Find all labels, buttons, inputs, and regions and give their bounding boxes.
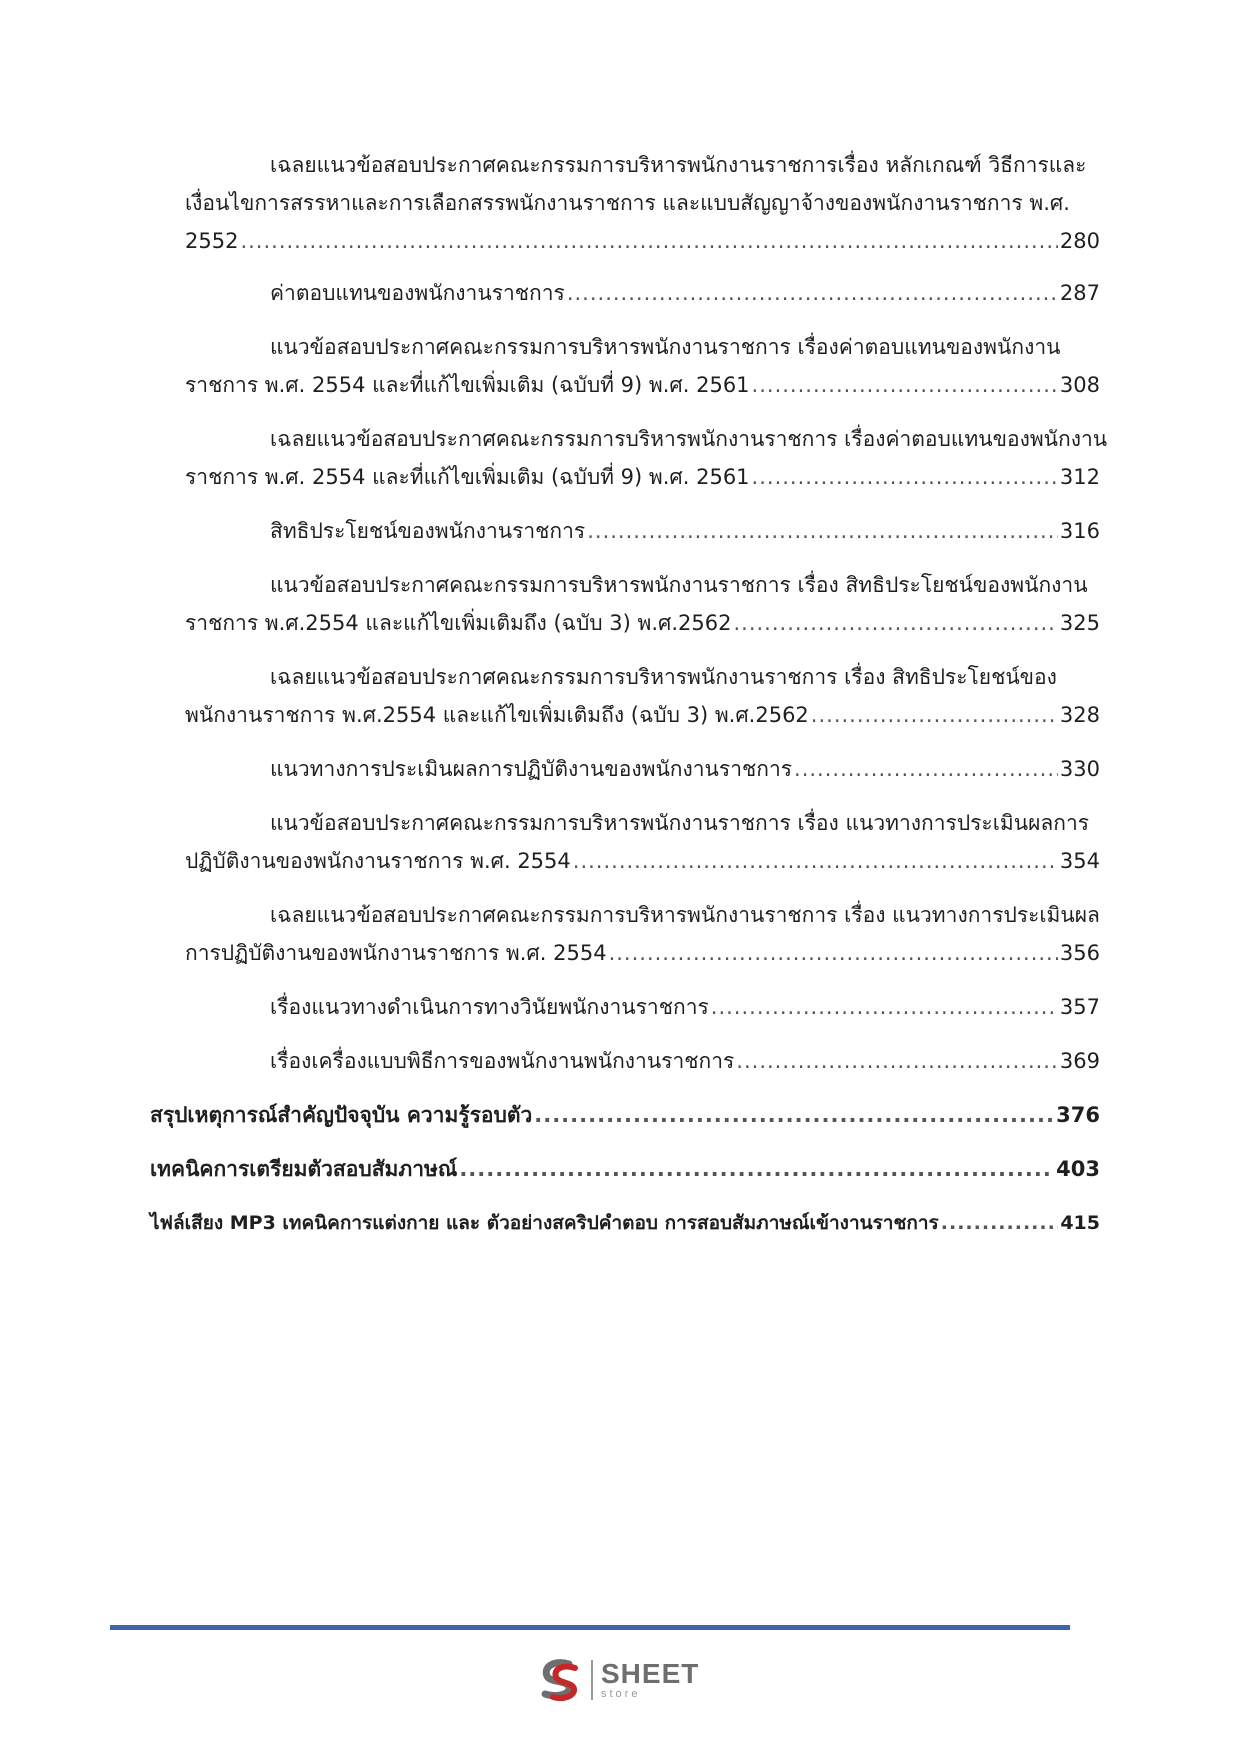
toc-entry[interactable] <box>150 516 1100 546</box>
toc-entry-line1: แนวข้อสอบประกาศคณะกรรมการบริหารพนักงานราชการ เรื่อง สิทธิประโยชน์ของพนักงาน <box>270 573 1088 597</box>
toc-entry[interactable] <box>150 150 1100 256</box>
toc-entry[interactable] <box>150 424 1108 492</box>
leader-dots <box>794 754 1058 784</box>
toc-entry-tail <box>150 1154 1100 1184</box>
toc-entry-tail <box>150 608 1100 638</box>
logo-word: SHEET <box>601 1658 700 1689</box>
toc-entry-line1: แนวข้อสอบประกาศคณะกรรมการบริหารพนักงานราชการ เรื่องค่าตอบแทนของพนักงาน <box>270 335 1061 359</box>
toc-entry[interactable] <box>150 992 1100 1022</box>
toc-entry[interactable] <box>150 1046 1100 1076</box>
toc-entry-text: เรื่องเครื่องแบบพิธีการของพนักงานพนักงานราชการ <box>270 1049 735 1073</box>
toc-entry-text: แนวทางการประเมินผลการปฏิบัติงานของพนักงานราชการ <box>270 757 793 781</box>
footer-rule <box>110 1625 1070 1630</box>
toc-entry-tail <box>150 226 1100 256</box>
toc-entry-tail <box>150 938 1100 968</box>
toc-entry[interactable] <box>150 278 1100 308</box>
toc-entry-tail <box>150 700 1100 730</box>
leader-dots <box>711 992 1058 1022</box>
toc-page-number: 376 <box>1056 1103 1100 1127</box>
leader-dots <box>573 846 1058 876</box>
toc-page-number: 325 <box>1059 611 1100 635</box>
sheetstore-logo-icon <box>535 1656 585 1704</box>
toc-entry-tail <box>150 754 1100 784</box>
leader-dots <box>459 1154 1054 1184</box>
toc-page-number: 316 <box>1059 519 1100 543</box>
toc-entry-text: ค่าตอบแทนของพนักงานราชการ <box>270 281 565 305</box>
toc-entry-tail <box>150 1208 1100 1238</box>
leader-dots <box>733 608 1057 638</box>
toc-entry-tail <box>150 370 1100 400</box>
toc-entry-line1: เฉลยแนวข้อสอบประกาศคณะกรรมการบริหารพนักงานราชการเรื่อง หลักเกณฑ์ วิธีการและ <box>270 153 1087 177</box>
logo-subword: store <box>601 1688 641 1700</box>
toc-entry-line1: แนวข้อสอบประกาศคณะกรรมการบริหารพนักงานราชการ เรื่อง แนวทางการประเมินผลการ <box>270 811 1090 835</box>
logo-wordmark <box>601 1660 699 1700</box>
toc-page-number: 403 <box>1056 1157 1100 1181</box>
toc-page-number: 312 <box>1059 465 1100 489</box>
toc-entry-text: สรุปเหตุการณ์สำคัญปัจจุบัน ความรู้รอบตัว <box>150 1103 533 1127</box>
toc-entry-tail <box>150 462 1100 492</box>
leader-dots <box>609 938 1058 968</box>
toc-page-number: 287 <box>1059 281 1100 305</box>
toc-page-number: 369 <box>1059 1049 1100 1073</box>
toc-entry-text: ราชการ พ.ศ. 2554 และที่แก้ไขเพิ่มเติม (ฉบับที่ 9) พ.ศ. 2561 <box>185 465 750 489</box>
toc-entry-text: พนักงานราชการ พ.ศ.2554 และแก้ไขเพิ่มเติมถึง (ฉบับ 3) พ.ศ.2562 <box>185 703 809 727</box>
toc-entry[interactable] <box>150 570 1100 638</box>
leader-dots <box>941 1208 1059 1238</box>
toc-page-number: 354 <box>1059 849 1100 873</box>
toc-entry-text: สิทธิประโยชน์ของพนักงานราชการ <box>270 519 586 543</box>
toc-entry-tail <box>150 846 1100 876</box>
logo-separator <box>591 1660 593 1700</box>
toc-page-number: 308 <box>1059 373 1100 397</box>
toc-entry[interactable] <box>150 808 1100 876</box>
toc-entry-text: ราชการ พ.ศ. 2554 และที่แก้ไขเพิ่มเติม (ฉบับที่ 9) พ.ศ. 2561 <box>185 373 750 397</box>
leader-dots <box>587 516 1058 546</box>
toc-entry-text: ปฏิบัติงานของพนักงานราชการ พ.ศ. 2554 <box>185 849 571 873</box>
leader-dots <box>240 226 1057 256</box>
sheetstore-logo <box>535 1655 699 1705</box>
toc-entry-text: การปฏิบัติงานของพนักงานราชการ พ.ศ. 2554 <box>185 941 607 965</box>
toc-main-entry[interactable] <box>150 1100 1100 1130</box>
toc-entry[interactable] <box>150 332 1100 400</box>
toc-entry-text: เทคนิคการเตรียมตัวสอบสัมภาษณ์ <box>150 1157 458 1181</box>
toc-entry-line1: เฉลยแนวข้อสอบประกาศคณะกรรมการบริหารพนักงานราชการ เรื่อง สิทธิประโยชน์ของ <box>270 665 1057 689</box>
toc-page-number: 415 <box>1060 1212 1100 1234</box>
leader-dots <box>752 462 1058 492</box>
toc-entry-line1: เฉลยแนวข้อสอบประกาศคณะกรรมการบริหารพนักงานราชการ เรื่อง แนวทางการประเมินผล <box>270 903 1100 927</box>
toc-entry[interactable] <box>150 662 1100 730</box>
toc-page-number: 328 <box>1059 703 1100 727</box>
toc-entry-tail <box>150 992 1100 1022</box>
toc-entry-text: 2552 <box>185 229 239 253</box>
toc-page-number: 330 <box>1059 757 1100 781</box>
toc-entry-text: เรื่องแนวทางดำเนินการทางวินัยพนักงานราชการ <box>270 995 709 1019</box>
toc-entry-tail <box>150 1046 1100 1076</box>
leader-dots <box>811 700 1058 730</box>
toc-entry-tail <box>150 1100 1100 1130</box>
toc-main-entry[interactable] <box>150 1208 1100 1238</box>
toc-page-number: 280 <box>1059 229 1100 253</box>
toc-main-entry[interactable] <box>150 1154 1100 1184</box>
toc-entry-text: ไฟล์เสียง MP3 เทคนิคการแต่งกาย และ ตัวอย่างสคริปคำตอบ การสอบสัมภาษณ์เข้างานราชการ <box>150 1212 939 1234</box>
toc-entry-line2: เงื่อนไขการสรรหาและการเลือกสรรพนักงานราชการ และแบบสัญญาจ้างของพนักงานราชการ พ.ศ. <box>185 191 1070 215</box>
toc-entry-tail <box>150 516 1100 546</box>
leader-dots <box>752 370 1058 400</box>
leader-dots <box>567 278 1058 308</box>
toc-page-number: 357 <box>1059 995 1100 1019</box>
leader-dots <box>736 1046 1058 1076</box>
toc-entry-line1: เฉลยแนวข้อสอบประกาศคณะกรรมการบริหารพนักงานราชการ เรื่องค่าตอบแทนของพนักงาน <box>270 427 1108 451</box>
toc-entry[interactable] <box>150 754 1100 784</box>
leader-dots <box>534 1100 1054 1130</box>
toc-entry-tail <box>150 278 1100 308</box>
toc-entry[interactable] <box>150 900 1100 968</box>
toc-entry-text: ราชการ พ.ศ.2554 และแก้ไขเพิ่มเติมถึง (ฉบับ 3) พ.ศ.2562 <box>185 611 732 635</box>
toc-page-number: 356 <box>1059 941 1100 965</box>
table-of-contents <box>150 150 1108 1238</box>
